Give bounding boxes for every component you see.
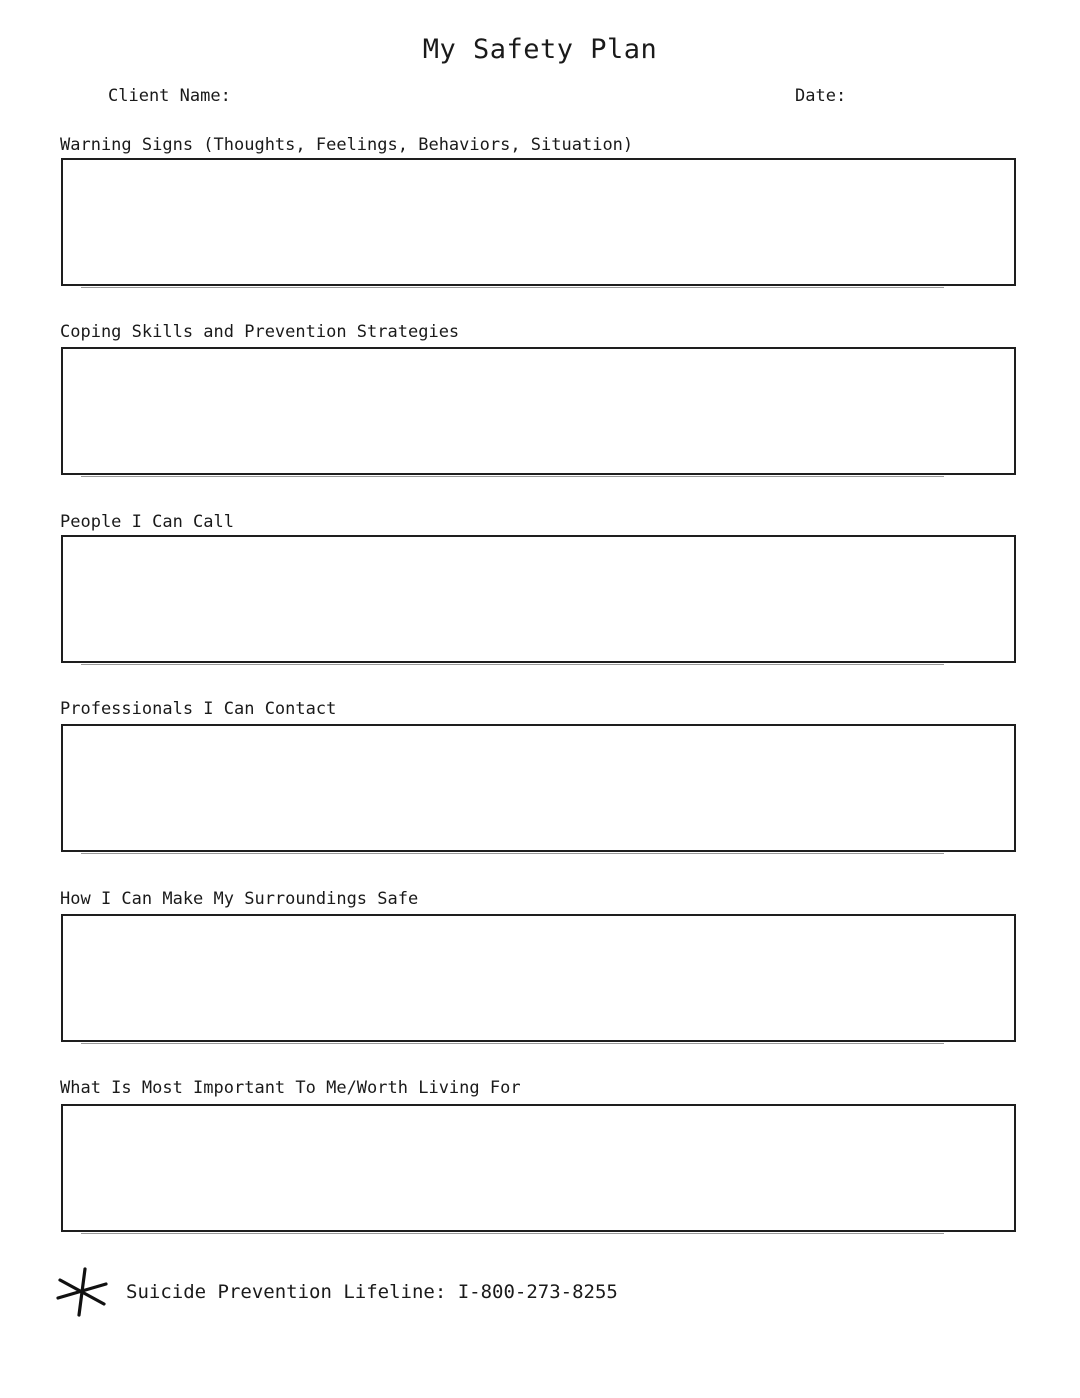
professionals-box[interactable] — [61, 724, 1016, 852]
coping-skills-box[interactable] — [61, 347, 1016, 475]
people-to-call-box[interactable] — [61, 535, 1016, 663]
date-label: Date: — [795, 86, 847, 106]
lifeline-text: Suicide Prevention Lifeline: I-800-273-8255 — [126, 1281, 618, 1303]
asterisk-icon — [54, 1266, 110, 1318]
worth-living-for-label: What Is Most Important To Me/Worth Living For — [60, 1078, 521, 1098]
safe-surroundings-label: How I Can Make My Surroundings Safe — [60, 889, 419, 909]
professionals-label: Professionals I Can Contact — [60, 699, 337, 719]
page-title: My Safety Plan — [422, 34, 658, 65]
safe-surroundings-box[interactable] — [61, 914, 1016, 1042]
client-name-label: Client Name: — [108, 86, 231, 106]
worth-living-for-box[interactable] — [61, 1104, 1016, 1232]
lifeline-footer — [54, 1266, 618, 1318]
warning-signs-label: Warning Signs (Thoughts, Feelings, Behaviors, Situation) — [60, 135, 634, 155]
people-to-call-label: People I Can Call — [60, 512, 234, 532]
coping-skills-label: Coping Skills and Prevention Strategies — [60, 322, 460, 342]
warning-signs-box[interactable] — [61, 158, 1016, 286]
